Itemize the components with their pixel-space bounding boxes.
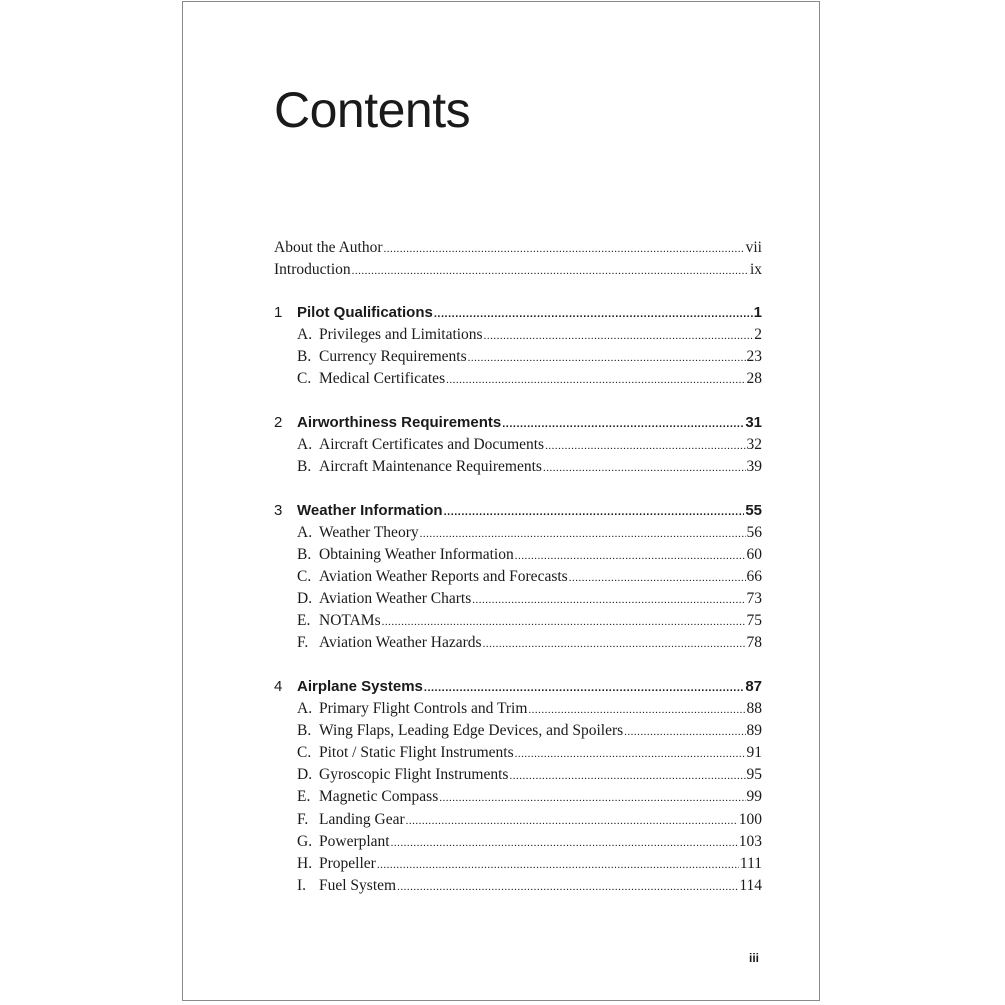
chapter-page: 1 [753,304,762,322]
section-letter: C. [297,370,312,388]
section-entry[interactable] [274,877,762,899]
section-title: Aircraft Certificates and Documents [319,436,545,454]
section-entry[interactable] [274,612,762,634]
leader-dots [483,638,746,650]
front-matter-list [274,239,762,283]
chapter-entry[interactable] [274,304,762,326]
leader-dots [352,265,749,277]
section-entry[interactable] [274,568,762,590]
section-letter: C. [297,568,312,586]
section-title: NOTAMs [319,612,381,630]
leader-dots [434,308,753,320]
section-page: 100 [738,810,762,828]
section-letter: A. [297,436,313,454]
section-letter: F. [297,634,309,652]
section-page: 89 [746,722,762,740]
section-letter: F. [297,810,309,828]
section-letter: B. [297,722,312,740]
section-entry[interactable] [274,811,762,833]
section-title: Medical Certificates [319,370,446,388]
section-title: Pitot / Static Flight Instruments [319,744,514,762]
section-title: Obtaining Weather Information [319,546,514,564]
chapter-block [274,502,762,657]
chapter-block [274,414,762,480]
leader-dots [444,506,745,518]
section-entry[interactable] [274,744,762,766]
section-entry[interactable] [274,546,762,568]
section-page: 88 [746,700,762,718]
chapter-title: Airplane Systems [297,678,423,695]
leader-dots [528,704,745,716]
chapter-entry[interactable] [274,414,762,436]
toc-entry[interactable] [274,261,762,283]
section-letter: B. [297,348,312,366]
section-entry[interactable] [274,590,762,612]
section-letter: G. [297,832,313,850]
section-letter: A. [297,700,313,718]
section-title: Aviation Weather Reports and Forecasts [319,568,568,586]
leader-dots [502,418,744,430]
section-letter: H. [297,854,313,872]
section-letter: E. [297,612,311,630]
toc-entry-page: vii [745,239,762,256]
leader-dots [509,770,745,782]
leader-dots [472,594,745,606]
chapter-page: 55 [745,501,762,519]
section-letter: I. [297,876,307,894]
chapter-number: 1 [274,304,283,322]
leader-dots [446,374,745,386]
section-page: 99 [746,788,762,806]
section-title: Landing Gear [319,810,405,828]
leader-dots [439,792,745,804]
table-of-contents [274,239,762,920]
page-number: iii [749,951,760,965]
section-entry[interactable] [274,722,762,744]
section-letter: D. [297,766,313,784]
chapter-block [274,304,762,392]
section-letter: B. [297,458,312,476]
chapter-number: 3 [274,501,283,519]
section-letter: A. [297,326,313,344]
toc-entry-title: About the Author [274,239,383,256]
section-letter: B. [297,546,312,564]
section-entry[interactable] [274,326,762,348]
section-page: 23 [746,348,762,366]
leader-dots [424,682,744,694]
section-page: 95 [746,766,762,784]
section-page: 73 [746,590,762,608]
section-page: 60 [746,546,762,564]
leader-dots [406,815,738,827]
chapter-page: 87 [745,678,762,695]
section-entry[interactable] [274,634,762,656]
spacer [274,283,762,304]
section-title: Powerplant [319,832,390,850]
section-entry[interactable] [274,458,762,480]
chapter-number: 2 [274,414,283,432]
leader-dots [382,616,746,628]
leader-dots [624,726,745,738]
section-page: 32 [746,436,762,454]
section-title: Fuel System [319,876,397,894]
section-title: Aircraft Maintenance Requirements [319,458,542,476]
section-title: Weather Theory [319,523,419,541]
section-entry[interactable] [274,788,762,810]
section-title: Wing Flaps, Leading Edge Devices, and Spoilers [319,722,624,740]
section-page: 56 [746,523,762,541]
section-page: 39 [746,458,762,476]
section-title: Gyroscopic Flight Instruments [319,766,509,784]
section-title: Aviation Weather Charts [319,590,472,608]
section-letter: E. [297,788,311,806]
section-letter: D. [297,590,313,608]
toc-entry-title: Introduction [274,261,351,279]
section-entry[interactable] [274,370,762,392]
section-title: Primary Flight Controls and Trim [319,700,528,718]
leader-dots [515,550,746,562]
leader-dots [468,352,746,364]
section-title: Privileges and Limitations [319,326,483,344]
leader-dots [543,462,746,474]
leader-dots [569,572,746,584]
section-page: 28 [746,370,762,388]
section-entry[interactable] [274,833,762,855]
toc-entry[interactable] [274,239,762,261]
chapter-list [274,304,762,899]
section-page: 78 [746,634,762,652]
chapter-title: Pilot Qualifications [297,304,433,322]
leader-dots [484,330,754,342]
section-entry[interactable] [274,348,762,370]
section-page: 114 [739,876,762,894]
section-page: 2 [754,326,762,344]
page-title: Contents [274,82,471,138]
leader-dots [377,859,739,871]
section-page: 66 [746,568,762,586]
leader-dots [384,243,745,255]
section-letter: C. [297,744,312,762]
leader-dots [515,748,746,760]
section-page: 111 [739,854,762,872]
section-title: Propeller [319,854,376,872]
chapter-page: 31 [745,414,762,432]
chapter-number: 4 [274,678,283,695]
section-entry[interactable] [274,524,762,546]
chapter-block [274,678,762,899]
toc-entry-page: ix [749,261,762,279]
leader-dots [397,881,738,893]
leader-dots [545,440,745,452]
chapter-entry[interactable] [274,678,762,700]
section-title: Magnetic Compass [319,788,439,806]
section-page: 91 [746,744,762,762]
section-page: 103 [738,832,762,850]
chapter-title: Weather Information [297,501,443,519]
section-page: 75 [746,612,762,630]
leader-dots [391,837,738,849]
section-title: Aviation Weather Hazards [319,634,482,652]
section-entry[interactable] [274,700,762,722]
section-letter: A. [297,523,313,541]
section-entry[interactable] [274,855,762,877]
chapter-entry[interactable] [274,502,762,524]
leader-dots [420,528,746,540]
section-entry[interactable] [274,766,762,788]
section-title: Currency Requirements [319,348,467,366]
section-entry[interactable] [274,436,762,458]
chapter-title: Airworthiness Requirements [297,414,502,432]
